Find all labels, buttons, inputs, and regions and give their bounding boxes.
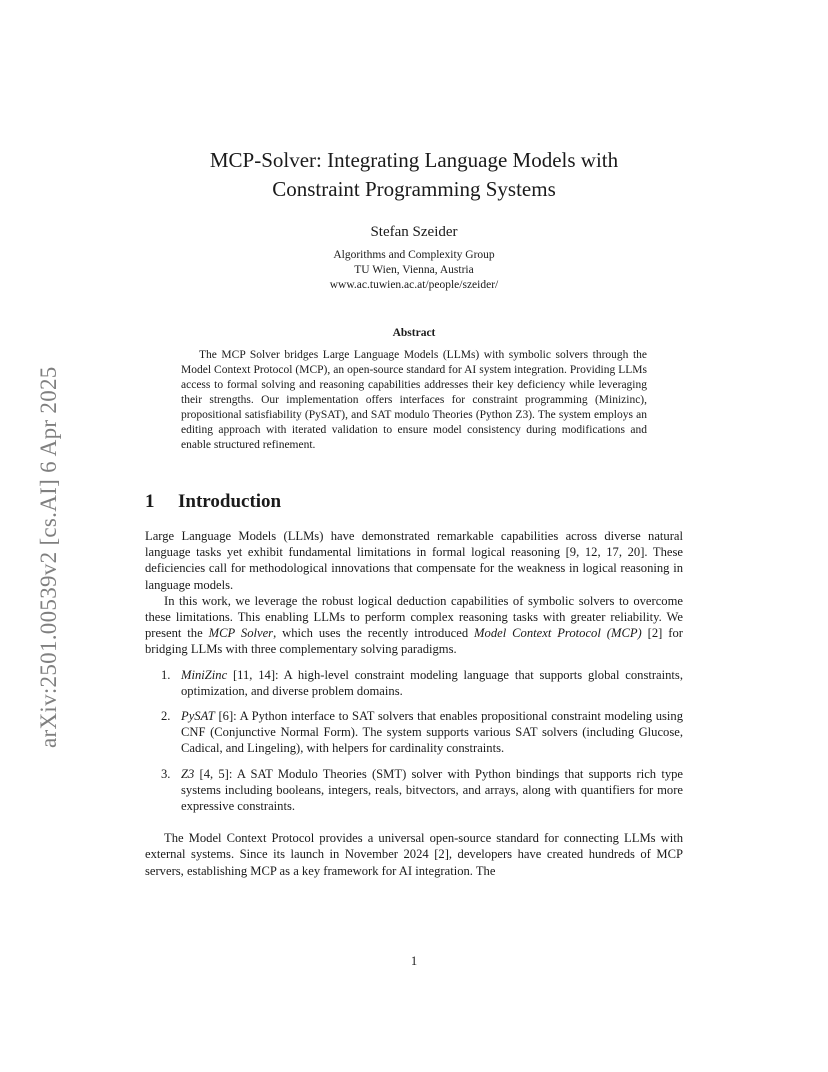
title-line-1: MCP-Solver: Integrating Language Models with <box>209 148 619 172</box>
paper-title <box>145 146 683 204</box>
list-marker: 2. <box>161 709 171 724</box>
intro-p2-part-a: In this work, we leverage the robust logical deduction capabilities of symbolic solvers to overcome these limitations. This enabling LLMs to perform complex reasoning tasks with greater reliability. We present the <box>145 593 683 641</box>
solver-list <box>145 667 683 815</box>
author-name: Stefan Szeider <box>370 224 458 240</box>
solver-name-pysat: PySAT <box>181 709 215 724</box>
affiliation-group: Algorithms and Complexity Group <box>333 249 495 261</box>
page-number: 1 <box>410 954 418 968</box>
solver-description: [4, 5]: A SAT Modulo Theories (SMT) solver with Python bindings that supports rich type systems including booleans, integers, reals, bitvectors, and arrays, along with quantifiers for more expressive constraints. <box>181 766 683 814</box>
arxiv-identifier-text: arXiv:2501.00539v2 [cs.AI] 6 Apr 2025 <box>36 366 61 748</box>
mcp-solver-term: MCP Solver <box>208 626 274 641</box>
section-title: Introduction <box>178 491 282 512</box>
solver-description: [6]: A Python interface to SAT solvers that enables propositional constraint modeling using CNF (Conjunctive Normal Form). The system supports various SAT solvers (including Glucose, Cadical, and Lingeling), with helpers for cardinality constraints. <box>181 709 683 756</box>
solver-name-z3: Z3 <box>181 766 195 781</box>
list-marker: 3. <box>161 766 171 781</box>
author-affiliation <box>145 248 683 293</box>
mcp-term: Model Context Protocol (MCP) <box>474 626 642 641</box>
title-line-2: Constraint Programming Systems <box>272 177 556 201</box>
list-item <box>145 667 683 699</box>
introduction-body <box>145 528 683 879</box>
paper-page <box>145 0 683 1072</box>
intro-paragraph-2 <box>145 593 683 658</box>
solver-description: [11, 14]: A high-level constraint modeling language that supports global constraints, optimization, and diverse problem domains. <box>181 667 683 698</box>
arxiv-identifier-stamp <box>36 302 60 748</box>
section-number: 1 <box>145 491 155 512</box>
solver-name-minizinc: MiniZinc <box>181 667 228 682</box>
abstract-text: The MCP Solver bridges Large Language Models (LLMs) with symbolic solvers through the Model Context Protocol (MCP), an open-source standard for AI system integration. Providing LLMs access to formal solving and reasoning capabilities addresses their key deficiency while leveraging their strengths. Our implementation offers interfaces for constraint programming (Minizinc), propositional satisfiability (PySAT), and SAT modulo Theories (Python Z3). The system employs an editing approach with iterated validation to ensure model consistency during modifications and enable structured refinement. <box>181 349 647 451</box>
affiliation-url[interactable]: www.ac.tuwien.ac.at/people/szeider/ <box>329 279 499 291</box>
list-item <box>145 708 683 757</box>
list-marker: 1. <box>161 667 171 682</box>
abstract-heading: Abstract <box>392 327 436 339</box>
intro-p2-part-c: [2] for bridging LLMs with three complementary solving paradigms. <box>145 626 683 657</box>
intro-paragraph-3: The Model Context Protocol provides a universal open-source standard for connecting LLMs with external systems. Since its launch in November 2024 [2], developers have created hundreds of MCP servers, establishing MCP as a key framework for AI integration. The <box>145 831 683 878</box>
section-heading-introduction <box>145 491 683 513</box>
list-item <box>145 766 683 815</box>
intro-p2-part-b: , which uses the recently introduced <box>273 626 475 641</box>
intro-paragraph-1: Large Language Models (LLMs) have demonstrated remarkable capabilities across diverse natural language tasks yet exhibit fundamental limitations in formal logical reasoning [9, 12, 17, 20]. These deficiencies call for methodological innovations that compensate for the weakness in logical reasoning in language models. <box>145 529 683 592</box>
affiliation-institution: TU Wien, Vienna, Austria <box>354 264 474 276</box>
